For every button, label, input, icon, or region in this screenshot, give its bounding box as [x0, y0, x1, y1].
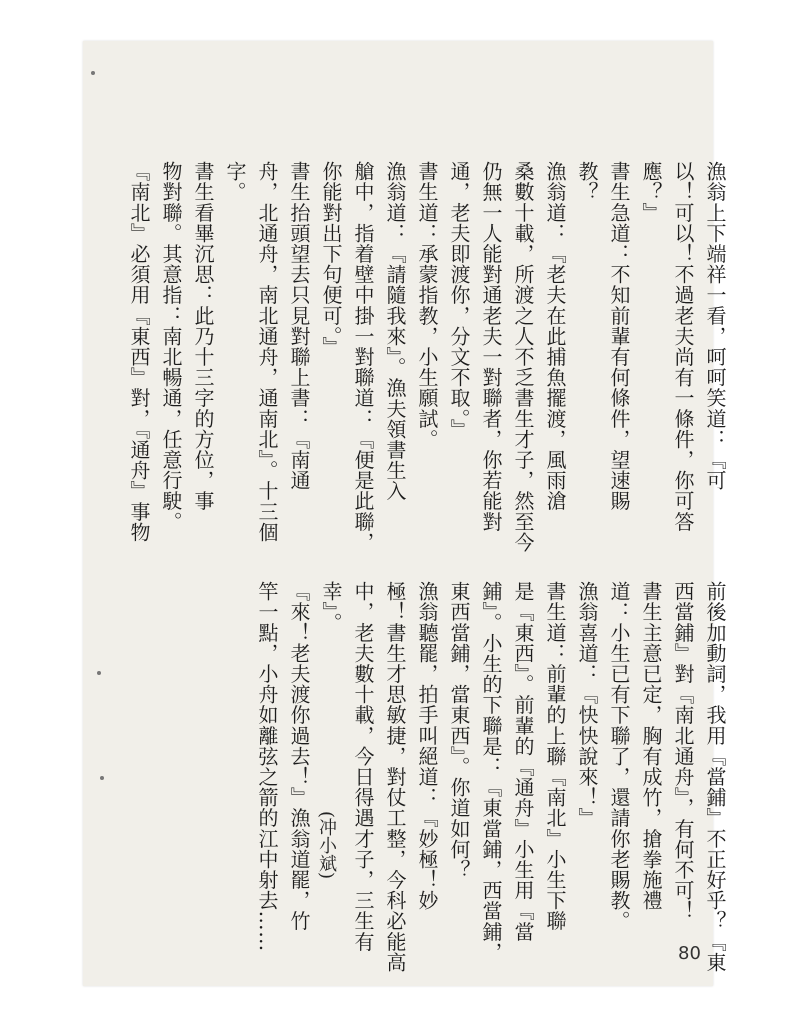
text-line: 書生急道：不知前輩有何條件，望速賜	[607, 161, 631, 512]
text-line: 是『東西』。前輩的『通舟』小生用『當	[511, 581, 535, 942]
upper-text-column	[127, 161, 731, 553]
paper-speck	[100, 776, 104, 780]
text-line: 『來！老夫渡你過去！』漁翁道罷，竹	[287, 581, 311, 932]
text-line: 書生抬頭望去只見對聯上書：『南通	[287, 161, 311, 491]
text-line: 桑數十載，所渡之人不乏書生才子，然至今	[511, 161, 535, 553]
text-line: 以！可以！不過老夫尚有一條件，你可答	[671, 161, 695, 532]
page	[83, 41, 727, 986]
text-line: 書生道：前輩的上聯『南北』小生下聯	[543, 581, 567, 932]
text-line: 漁翁道：『老夫在此捕魚擺渡，風雨滄	[543, 161, 567, 512]
text-line: 字。	[223, 161, 247, 203]
text-line: 道：小生已有下聯了，還請你老賜教。	[607, 581, 631, 932]
text-line: 東西當鋪，當東西』。你道如何？	[447, 581, 471, 880]
text-line: 漁翁上下端祥一看，呵呵笑道：『可	[703, 161, 727, 491]
text-line: 中，老夫數十載，今日得遇才子，三生有	[351, 581, 375, 952]
text-line: 漁翁喜道：『快快說來！』	[575, 581, 599, 829]
text-line: 你能對出下句便可。』	[319, 161, 343, 357]
text-line: 書生道：承蒙指教，小生願試。	[415, 161, 439, 450]
text-line: 舟，北通舟，南北通舟，通南北』。十三個	[255, 161, 279, 543]
text-line: 漁翁道：『請隨我來』。漁夫領書生入	[383, 161, 407, 502]
page-number: 80	[678, 943, 701, 964]
text-line: 應？』	[639, 161, 663, 223]
text-line: 極！書生才思敏捷，對仗工整，今科必能高	[383, 581, 407, 973]
text-line: 竿一點，小舟如離弦之箭的江中射去……	[255, 581, 279, 952]
paper-speck	[97, 671, 101, 675]
text-line: 西當鋪』對『南北通舟』，有何不可！	[671, 581, 695, 922]
text-line: 書生看畢沉思：此乃十三字的方位，事	[191, 161, 215, 512]
text-line: 幸』。	[319, 581, 343, 633]
text-line: 『南北』必須用『東西』對，『通舟』事物	[127, 161, 151, 543]
paper-speck	[91, 71, 95, 75]
text-line: 漁翁聽罷，拍手叫絕道：『妙極！妙	[415, 581, 439, 911]
author-byline: (冲小斌)	[316, 811, 337, 880]
text-line: 前後加動詞，我用『當鋪』不正好乎？『東	[703, 581, 727, 973]
text-line: 鋪』。小生的下聯是：『東當鋪，西當鋪，	[479, 581, 503, 963]
text-line: 教？	[575, 161, 599, 203]
text-line: 仍無一人能對通老夫一對聯者，你若能對	[479, 161, 503, 532]
text-line: 物對聯。其意指：南北暢通，任意行駛。	[159, 161, 183, 532]
text-line: 艙中，指着壁中掛一對聯道：『便是此聯，	[351, 161, 375, 553]
text-line: 通，老夫即渡你，分文不取。』	[447, 161, 471, 440]
text-line: 書生主意已定，胸有成竹，搶拳施禮	[639, 581, 663, 911]
